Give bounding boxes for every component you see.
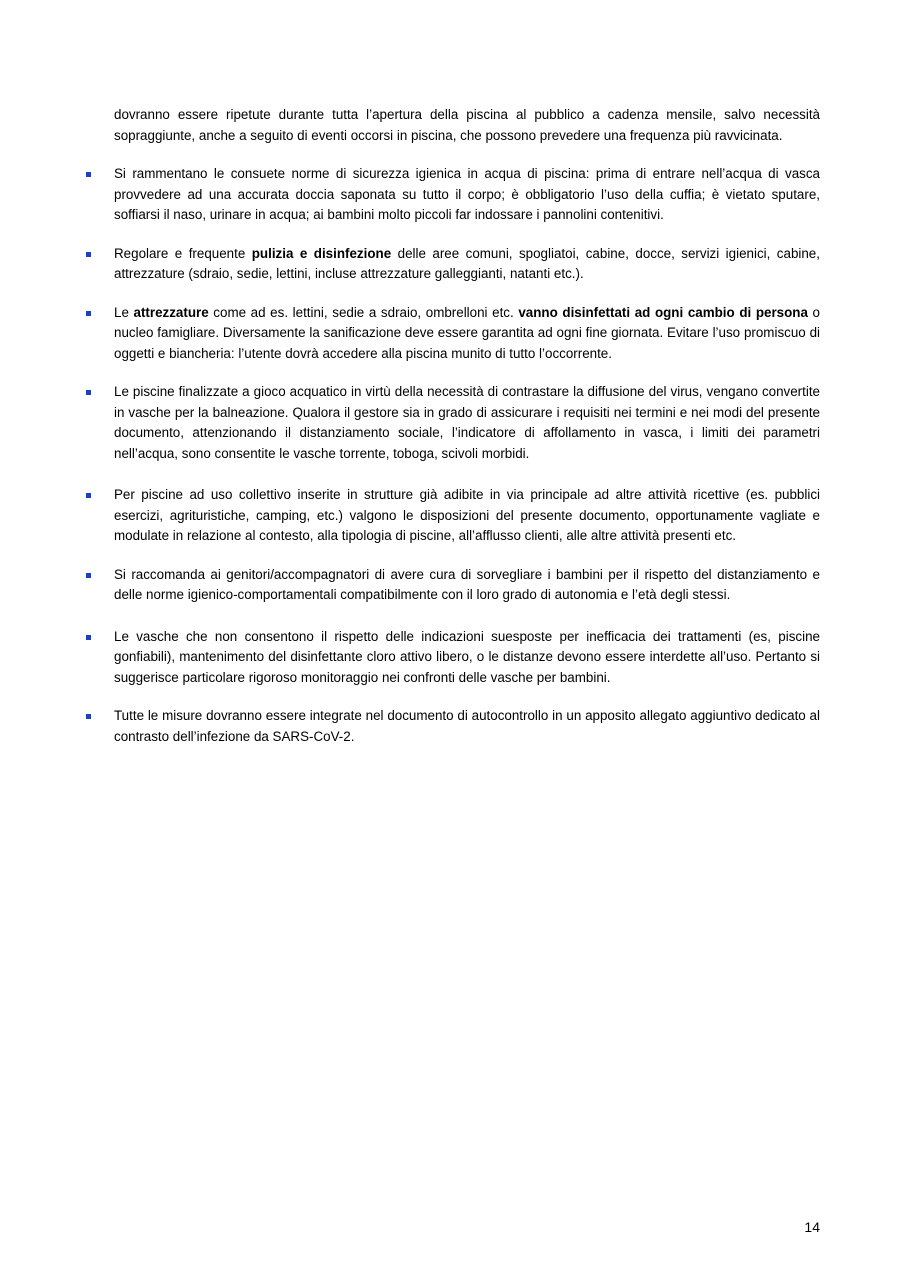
square-bullet-icon (86, 172, 91, 177)
bold-text: vanno disinfettati ad ogni cambio di persona (518, 304, 808, 320)
text-run: delle aree comuni, spogliatoi, cabine, docce, servizi igienici, cabine, attrezzature (sdraio, sedie, lettini, incluse attrezzature galleggianti, natanti etc.). (114, 245, 820, 281)
square-bullet-icon (86, 252, 91, 257)
list-item (114, 706, 820, 747)
square-bullet-icon (86, 390, 91, 395)
bullet-text (114, 303, 820, 365)
bullet-text: Si rammentano le consuete norme di sicurezza igienica in acqua di piscina: prima di entrare nell’acqua di vasca provvedere ad una accurata doccia saponata su tutto il corpo; è obbligatorio l’uso della cuffia; è vietato sputare, soffiarsi il naso, urinare in acqua; ai bambini molto piccoli far indossare i pannolini contenitivi. (114, 166, 820, 222)
bold-text: attrezzature (133, 304, 209, 320)
bullet-text: Tutte le misure dovranno essere integrate nel documento di autocontrollo in un apposito allegato aggiuntivo dedicato al contrasto dell’infezione da SARS-CoV-2. (114, 708, 820, 744)
list-item (114, 164, 820, 226)
text-run: Le (114, 304, 134, 320)
square-bullet-icon (86, 311, 91, 316)
list-item (114, 627, 820, 689)
square-bullet-icon (86, 573, 91, 578)
text-run: come ad es. lettini, sedie a sdraio, ombrelloni etc. (208, 304, 519, 320)
square-bullet-icon (86, 714, 91, 719)
page-number: 14 (804, 1219, 820, 1235)
text-run: Regolare e frequente (114, 245, 252, 261)
bold-text: pulizia e disinfezione (251, 245, 392, 261)
list-item (114, 382, 820, 464)
list-item (114, 303, 820, 365)
square-bullet-icon (86, 635, 91, 640)
text-run: o nucleo famigliare. Diversamente la sanificazione deve essere garantita ad ogni fine giornata. Evitare l’uso promiscuo di oggetti e biancheria: l’utente dovrà accedere alla piscina munito di tutto l’occorrente. (114, 304, 821, 361)
bullet-text: Le piscine finalizzate a gioco acquatico in virtù della necessità di contrastare la diffusione del virus, vengano convertite in vasche per la balneazione. Qualora il gestore sia in grado di assicurare i requisiti nei termini e nei modi del presente documento, attenzionando il distanziamento sociale, l’indicatore di affollamento in vasca, i limiti dei parametri nell’acqua, sono consentite le vasche torrente, toboga, scivoli morbidi. (114, 384, 820, 461)
list-item (114, 485, 820, 547)
list-item (114, 565, 820, 606)
bullet-text: Si raccomanda ai genitori/accompagnatori di avere cura di sorvegliare i bambini per il rispetto del distanziamento e delle norme igienico-comportamentali compatibilmente con il loro grado di autonomia e l’età degli stessi. (114, 566, 820, 602)
continuation-paragraph: dovranno essere ripetute durante tutta l’apertura della piscina al pubblico a cadenza mensile, salvo necessità sopraggiunte, anche a seguito di eventi occorsi in piscina, che possono prevedere una frequenza più ravvicinata. (114, 107, 820, 143)
list-item (114, 244, 820, 285)
bullet-text: Le vasche che non consentono il rispetto delle indicazioni suesposte per inefficacia dei trattamenti (es, piscine gonfiabili), mantenimento del disinfettante cloro attivo libero, o le distanze devono essere interdette all’uso. Pertanto si suggerisce particolare rigoroso monitoraggio nei confronti delle vasche per bambini. (114, 628, 820, 685)
bullet-text: Per piscine ad uso collettivo inserite in strutture già adibite in via principale ad altre attività ricettive (es. pubblici esercizi, agrituristiche, camping, etc.) valgono le disposizioni del presente documento, opportunamente vagliate e modulate in relazione al contesto, alla tipologia di piscine, all’afflusso clienti, alle altre attività presenti etc. (114, 487, 820, 543)
square-bullet-icon (86, 493, 91, 498)
document-body (114, 105, 820, 765)
bullet-text (114, 244, 820, 285)
